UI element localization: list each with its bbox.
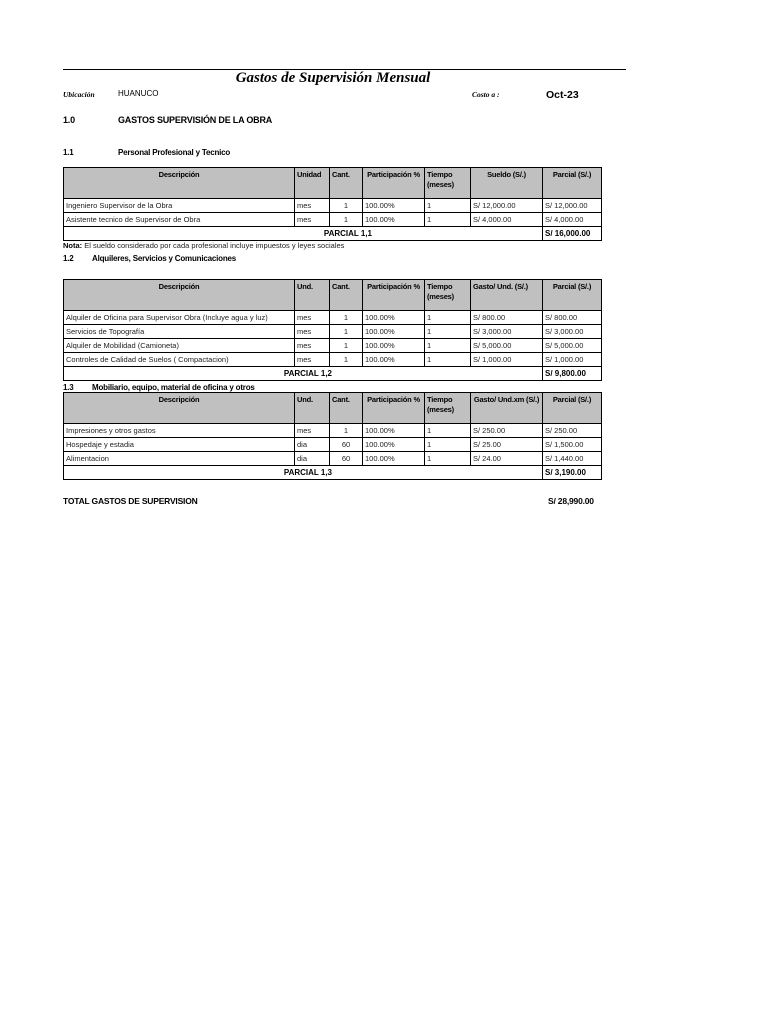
cell-cant: 1: [330, 339, 363, 353]
costo-label: Costo a :: [472, 90, 500, 99]
cell-cant: 1: [330, 325, 363, 339]
cell-gasto: S/ 1,000.00: [471, 353, 543, 367]
cell-gasto: S/ 5,000.00: [471, 339, 543, 353]
cell-gasto: S/ 250.00: [471, 424, 543, 438]
cell-und: dia: [295, 438, 330, 452]
parcial-value: S/ 16,000.00: [543, 227, 602, 241]
table-row: [64, 438, 602, 452]
col-parcial: Parcial (S/.): [543, 168, 602, 199]
cell-parcial: S/ 800.00: [543, 311, 602, 325]
section-number: 1.0: [63, 115, 75, 125]
cell-descripcion: Alquiler de Mobilidad (Camioneta): [64, 339, 295, 353]
cell-cant: 1: [330, 199, 363, 213]
cell-tiempo: 1: [425, 213, 471, 227]
cell-sueldo: S/ 12,000.00: [471, 199, 543, 213]
alquileres-table: [63, 279, 602, 381]
cell-participacion: 100.00%: [363, 199, 425, 213]
cell-und: mes: [295, 311, 330, 325]
table-row: [64, 199, 602, 213]
cell-parcial: S/ 4,000.00: [543, 213, 602, 227]
cell-descripcion: Hospedaje y estadia: [64, 438, 295, 452]
parcial-label: PARCIAL 1,1: [64, 227, 543, 241]
cell-und: mes: [295, 424, 330, 438]
cell-gasto: S/ 800.00: [471, 311, 543, 325]
col-parcial: Parcial (S/.): [543, 280, 602, 311]
col-descripcion: Descripción: [64, 168, 295, 199]
cell-descripcion: Impresiones y otros gastos: [64, 424, 295, 438]
cell-gasto: S/ 24.00: [471, 452, 543, 466]
total-label: TOTAL GASTOS DE SUPERVISION: [63, 496, 198, 506]
cell-parcial: S/ 5,000.00: [543, 339, 602, 353]
col-und: Und.: [295, 393, 330, 424]
parcial-value: S/ 3,190.00: [543, 466, 602, 480]
cell-gasto: S/ 3,000.00: [471, 325, 543, 339]
cell-descripcion: Controles de Calidad de Suelos ( Compactacion): [64, 353, 295, 367]
cell-participacion: 100.00%: [363, 438, 425, 452]
cell-cant: 1: [330, 353, 363, 367]
col-gasto: Gasto/ Und.xm (S/.): [471, 393, 543, 424]
table-row: [64, 213, 602, 227]
table-header: [64, 280, 602, 311]
table-row: [64, 339, 602, 353]
cell-parcial: S/ 1,440.00: [543, 452, 602, 466]
cell-descripcion: Alquiler de Oficina para Supervisor Obra (Incluye agua y luz): [64, 311, 295, 325]
page-title: Gastos de Supervisión Mensual: [235, 70, 431, 86]
table-header: [64, 168, 602, 199]
cell-und: mes: [295, 339, 330, 353]
cell-tiempo: 1: [425, 353, 471, 367]
cell-descripcion: Asistente tecnico de Supervisor de Obra: [64, 213, 295, 227]
cell-parcial: S/ 1,500.00: [543, 438, 602, 452]
personal-table: [63, 167, 602, 241]
parcial-value: S/ 9,800.00: [543, 367, 602, 381]
sub1-title: Personal Profesional y Tecnico: [118, 148, 231, 157]
cell-unidad: mes: [295, 199, 330, 213]
table-header: [64, 393, 602, 424]
cell-tiempo: 1: [425, 424, 471, 438]
col-descripcion: Descripción: [64, 393, 295, 424]
costo-date: Oct-23: [546, 89, 579, 101]
mobiliario-table: [63, 392, 602, 480]
cell-sueldo: S/ 4,000.00: [471, 213, 543, 227]
table-row: [64, 353, 602, 367]
col-parcial: Parcial (S/.): [543, 393, 602, 424]
cell-cant: 1: [330, 311, 363, 325]
cell-participacion: 100.00%: [363, 424, 425, 438]
cell-descripcion: Alimentacion: [64, 452, 295, 466]
ubicacion-label: Ubicación: [63, 90, 95, 99]
cell-descripcion: Servicios de Topografía: [64, 325, 295, 339]
parcial-row: [64, 466, 602, 480]
note-text: El sueldo considerado por cada profesional incluye impuestos y leyes sociales: [82, 241, 345, 250]
cell-cant: 60: [330, 438, 363, 452]
col-unidad: Unidad: [295, 168, 330, 199]
col-und: Und.: [295, 280, 330, 311]
cell-tiempo: 1: [425, 452, 471, 466]
col-cant: Cant.: [330, 280, 363, 311]
cell-participacion: 100.00%: [363, 213, 425, 227]
col-gasto: Gasto/ Und. (S/.): [471, 280, 543, 311]
parcial-row: [64, 227, 602, 241]
cell-tiempo: 1: [425, 199, 471, 213]
cell-tiempo: 1: [425, 311, 471, 325]
cell-descripcion: Ingeniero Supervisor de la Obra: [64, 199, 295, 213]
col-participacion: Participación %: [363, 168, 425, 199]
col-tiempo: Tiempo (meses): [425, 280, 471, 311]
col-participacion: Participación %: [363, 280, 425, 311]
parcial-row: [64, 367, 602, 381]
cell-participacion: 100.00%: [363, 353, 425, 367]
sub1-number: 1.1: [63, 148, 74, 157]
table-row: [64, 325, 602, 339]
col-cant: Cant.: [330, 393, 363, 424]
col-descripcion: Descripción: [64, 280, 295, 311]
cell-und: mes: [295, 325, 330, 339]
cell-parcial: S/ 12,000.00: [543, 199, 602, 213]
sub3-title: Mobiliario, equipo, material de oficina y otros: [92, 383, 255, 392]
note-label: Nota:: [63, 241, 83, 250]
col-participacion: Participación %: [363, 393, 425, 424]
col-tiempo: Tiempo (meses): [425, 168, 471, 199]
col-cant: Cant.: [330, 168, 363, 199]
cell-tiempo: 1: [425, 339, 471, 353]
cell-tiempo: 1: [425, 325, 471, 339]
cell-und: dia: [295, 452, 330, 466]
cell-participacion: 100.00%: [363, 339, 425, 353]
section-title: GASTOS SUPERVISIÓN DE LA OBRA: [118, 115, 273, 125]
cell-participacion: 100.00%: [363, 325, 425, 339]
sub2-number: 1.2: [63, 254, 74, 263]
cell-cant: 1: [330, 213, 363, 227]
cell-participacion: 100.00%: [363, 452, 425, 466]
cell-participacion: 100.00%: [363, 311, 425, 325]
table-row: [64, 452, 602, 466]
table-row: [64, 424, 602, 438]
cell-unidad: mes: [295, 213, 330, 227]
table-row: [64, 311, 602, 325]
col-sueldo: Sueldo (S/.): [471, 168, 543, 199]
sub2-title: Alquileres, Servicios y Comunicaciones: [92, 254, 237, 263]
total-value: S/ 28,990.00: [548, 496, 594, 506]
parcial-label: PARCIAL 1,2: [64, 367, 543, 381]
ubicacion-value: HUANUCO: [118, 89, 159, 98]
cell-parcial: S/ 1,000.00: [543, 353, 602, 367]
cell-parcial: S/ 3,000.00: [543, 325, 602, 339]
col-tiempo: Tiempo (meses): [425, 393, 471, 424]
sub3-number: 1.3: [63, 383, 74, 392]
cell-cant: 1: [330, 424, 363, 438]
cell-cant: 60: [330, 452, 363, 466]
note: [63, 241, 344, 250]
cell-und: mes: [295, 353, 330, 367]
cell-parcial: S/ 250.00: [543, 424, 602, 438]
cell-tiempo: 1: [425, 438, 471, 452]
cell-gasto: S/ 25.00: [471, 438, 543, 452]
parcial-label: PARCIAL 1,3: [64, 466, 543, 480]
